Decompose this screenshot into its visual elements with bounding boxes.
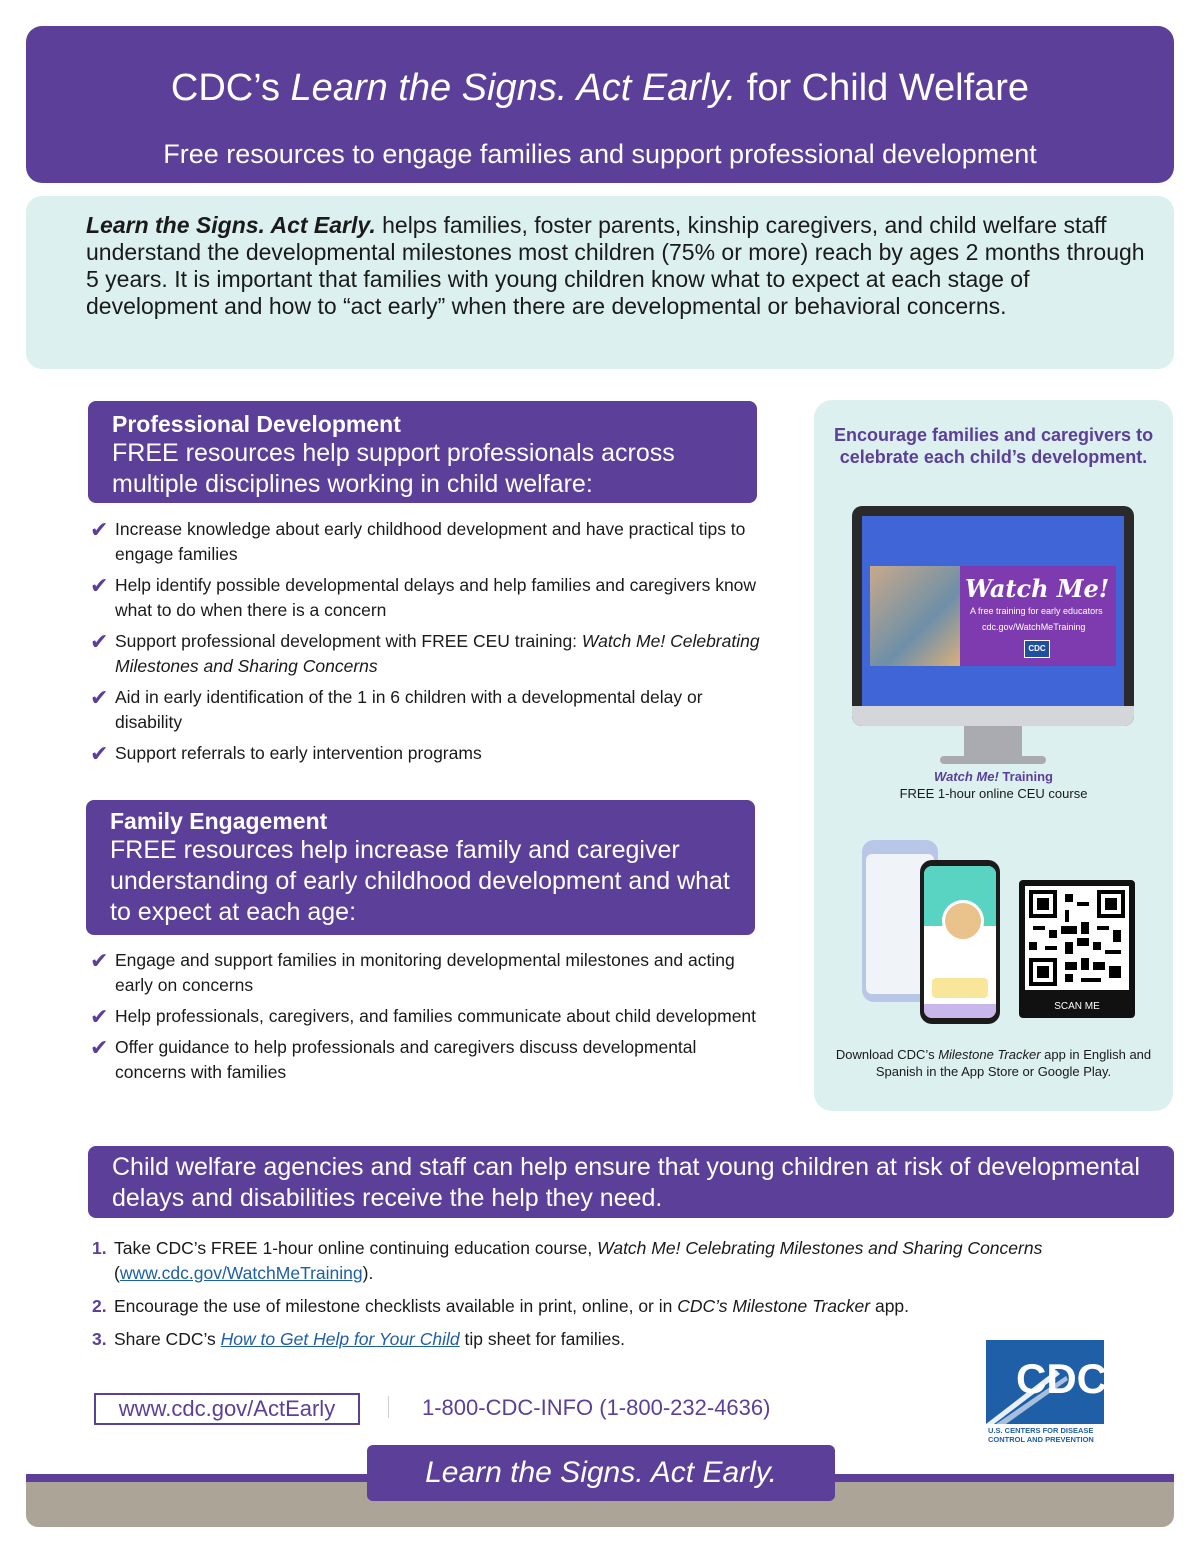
help-banner: Child welfare agencies and staff can help ensure that young children at risk of developmental delays and disabilities receive the help they need.: [88, 1146, 1174, 1218]
checkmark-icon: ✔: [90, 517, 109, 542]
footer-tagline: Learn the Signs. Act Early.: [367, 1445, 835, 1501]
header-banner: [26, 26, 1174, 183]
checkmark-icon: ✔: [90, 629, 109, 654]
list-item: ✔ Increase knowledge about early childhood development and have practical tips to engage families: [90, 517, 746, 564]
family-engagement-banner: [86, 800, 755, 935]
watch-me-caption: Watch Me! Training FREE 1-hour online CEU course: [899, 769, 1088, 801]
watch-me-card[interactable]: [870, 566, 1116, 666]
qr-label: SCAN ME: [1054, 1001, 1100, 1012]
monitor-illustration: [852, 506, 1134, 726]
cdc-mini-logo: CDC: [1024, 640, 1050, 658]
professional-subheading: FREE resources help support professionals across multiple disciplines working in child welfare:: [112, 439, 675, 498]
list-item: ✔ Engage and support families in monitoring developmental milestones and acting early on concerns: [90, 948, 735, 995]
milestone-tracker-caption: Download CDC’s Milestone Tracker app in English and Spanish in the App Store or Google Play.: [835, 1047, 1152, 1079]
professional-heading: Professional Development: [112, 411, 401, 437]
divider: [388, 1396, 389, 1418]
family-heading: Family Engagement: [110, 808, 328, 834]
child-photo: [870, 566, 960, 666]
list-item: ✔ Support professional development with FREE CEU training: Watch Me! Celebrating Milestones and Sharing Concerns: [90, 629, 760, 676]
watch-me-training-link[interactable]: www.cdc.gov/WatchMeTraining: [119, 1263, 363, 1283]
list-item: ✔ Help professionals, caregivers, and families communicate about child development: [90, 1004, 757, 1029]
list-item: ✔ Help identify possible developmental delays and help families and caregivers know what to do when there is a concern: [90, 573, 757, 620]
list-item: ✔ Support referrals to early intervention programs: [90, 741, 482, 766]
checkmark-icon: ✔: [90, 741, 109, 766]
qr-code-icon: [1029, 890, 1125, 986]
sidebar-panel: [814, 400, 1173, 1111]
intro-text: Learn the Signs. Act Early. helps families, foster parents, kinship caregivers, and child welfare staff understand the developmental milestones most children (75% or more) reach by ages 2 months through 5 years. It is important that families with young children know what to expect at each stage of development and how to “act early” when there are developmental or behavioral concerns.: [86, 212, 1145, 319]
professional-development-banner: [88, 401, 757, 503]
list-item: ✔ Aid in early identification of the 1 in 6 children with a developmental delay or disability: [90, 685, 703, 732]
cdc-logo-tagline: U.S. CENTERS FOR DISEASE CONTROL AND PREVENTION: [988, 1426, 1094, 1444]
watch-me-title: Watch Me!: [965, 574, 1110, 603]
page-title: CDC’s Learn the Signs. Act Early. for Child Welfare: [170, 67, 1030, 109]
monitor-stand: [964, 726, 1022, 760]
sidebar-heading: Encourage families and caregivers to celebrate each child’s development.: [833, 425, 1154, 467]
list-item: 1. Take CDC’s FREE 1-hour online continuing education course, Watch Me! Celebrating Milestones and Sharing Concerns (www.cdc.gov/WatchMeTraining).: [92, 1238, 1043, 1283]
checkmark-icon: ✔: [90, 573, 109, 598]
watch-me-tagline: A free training for early educators: [970, 606, 1103, 616]
monitor-chin: [852, 706, 1134, 726]
list-item: 2. Encourage the use of milestone checklists available in print, online, or in CDC’s Milestone Tracker app.: [92, 1296, 910, 1316]
list-item: ✔ Offer guidance to help professionals and caregivers discuss developmental concerns with families: [90, 1035, 697, 1082]
checkmark-icon: ✔: [90, 1035, 109, 1060]
act-early-url-link[interactable]: www.cdc.gov/ActEarly: [94, 1393, 360, 1425]
get-help-link[interactable]: How to Get Help for Your Child: [220, 1329, 460, 1349]
steps-list: [92, 1236, 1092, 1360]
professional-bullet-list: [90, 517, 770, 772]
phone-number: 1-800-CDC-INFO (1-800-232-4636): [422, 1395, 771, 1420]
phone-front-illustration: [920, 860, 1000, 1024]
qr-code[interactable]: [1019, 880, 1135, 1018]
monitor-screen: [862, 516, 1124, 716]
page-subtitle: Free resources to engage families and support professional development: [163, 139, 1037, 169]
cdc-logo-square: CDC: [986, 1340, 1104, 1424]
intro-panel: [26, 196, 1174, 369]
family-bullet-list: [90, 948, 770, 1091]
checkmark-icon: ✔: [90, 1004, 109, 1029]
checkmark-icon: ✔: [90, 685, 109, 710]
cdc-logo: [986, 1340, 1107, 1444]
monitor-foot: [940, 756, 1046, 764]
checkmark-icon: ✔: [90, 948, 109, 973]
family-subheading: FREE resources help increase family and caregiver understanding of early childhood development and what to expect at each age:: [110, 836, 730, 926]
list-item: 3. Share CDC’s How to Get Help for Your Child tip sheet for families.: [92, 1329, 625, 1349]
watch-me-url: cdc.gov/WatchMeTraining: [982, 622, 1086, 632]
avatar: [942, 900, 984, 942]
